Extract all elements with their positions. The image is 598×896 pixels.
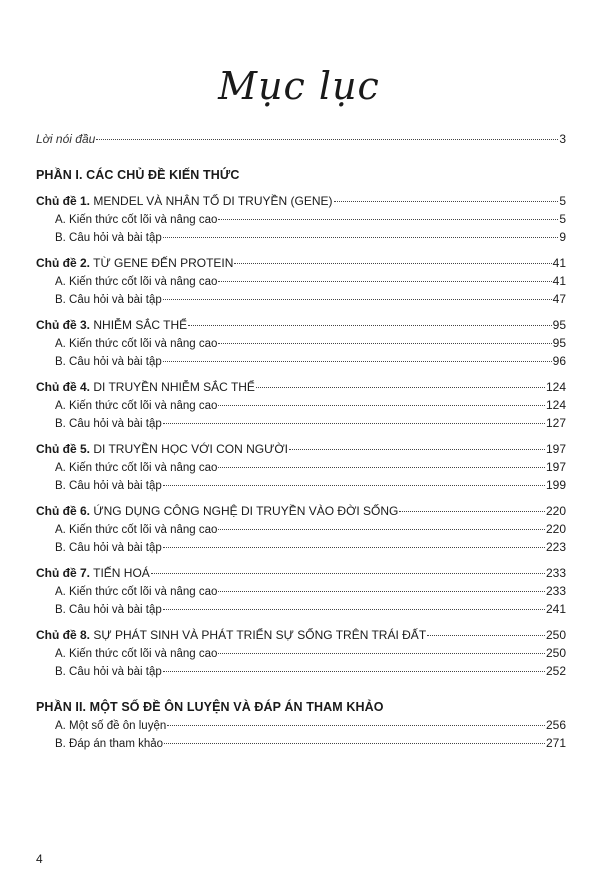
leader-dots xyxy=(188,325,551,326)
topic-title: ỨNG DỤNG CÔNG NGHỆ DI TRUYỀN VÀO ĐỜI SỐNG xyxy=(93,504,399,518)
leader-dots xyxy=(218,219,558,220)
toc-page-number: 220 xyxy=(545,522,566,536)
toc-page-number: 223 xyxy=(545,540,566,554)
leader-dots xyxy=(163,485,545,486)
toc-topic-7[interactable] xyxy=(36,564,566,582)
topic-title: DI TRUYỀN NHIỄM SẮC THỂ xyxy=(93,380,255,394)
toc-subentry[interactable] xyxy=(36,520,566,538)
leader-dots xyxy=(96,139,558,140)
toc-page-number: 41 xyxy=(552,274,566,288)
topic-prefix: Chủ đề 6. xyxy=(36,504,91,518)
toc-page-number: 233 xyxy=(545,566,566,580)
subentry-label: B. Đáp án tham khảo xyxy=(55,738,164,750)
toc-entry-label: Lời nói đầu xyxy=(36,132,96,146)
topic-prefix: Chủ đề 1. xyxy=(36,194,91,208)
toc-subentry[interactable] xyxy=(36,538,566,556)
leader-dots xyxy=(163,547,545,548)
toc-page-number: 9 xyxy=(559,230,566,244)
toc-subentry[interactable] xyxy=(36,476,566,494)
leader-dots xyxy=(167,725,545,726)
toc-page-number: 197 xyxy=(545,442,566,456)
toc-page-number: 271 xyxy=(545,736,566,750)
subentry-label: B. Câu hỏi và bài tập xyxy=(55,604,162,616)
page-title: Mục lục xyxy=(218,64,380,108)
toc-page-number: 47 xyxy=(552,292,566,306)
toc-page-number: 124 xyxy=(545,380,566,394)
toc-page-number: 95 xyxy=(552,336,566,350)
topic-prefix: Chủ đề 3. xyxy=(36,318,91,332)
leader-dots xyxy=(151,573,545,574)
subentry-label: B. Câu hỏi và bài tập xyxy=(55,480,162,492)
leader-dots xyxy=(218,529,545,530)
toc-page-number: 124 xyxy=(545,398,566,412)
subentry-label: B. Câu hỏi và bài tập xyxy=(55,418,162,430)
leader-dots xyxy=(163,299,552,300)
toc-page-number: 95 xyxy=(552,318,566,332)
subentry-label: A. Kiến thức cốt lõi và nâng cao xyxy=(55,524,218,536)
leader-dots xyxy=(163,609,545,610)
subentry-label: A. Kiến thức cốt lõi và nâng cao xyxy=(55,338,218,350)
toc-subentry[interactable] xyxy=(36,290,566,308)
part-1-heading: PHẦN I. CÁC CHỦ ĐỀ KIẾN THỨC xyxy=(36,168,240,182)
toc-page-number: 127 xyxy=(545,416,566,430)
toc-page-number: 5 xyxy=(559,212,566,226)
leader-dots xyxy=(163,671,545,672)
toc-subentry[interactable] xyxy=(36,414,566,432)
topic-prefix: Chủ đề 7. xyxy=(36,566,91,580)
subentry-label: A. Kiến thức cốt lõi và nâng cao xyxy=(55,400,218,412)
topic-prefix: Chủ đề 8. xyxy=(36,628,91,642)
leader-dots xyxy=(218,343,551,344)
subentry-label: B. Câu hỏi và bài tập xyxy=(55,232,162,244)
leader-dots xyxy=(164,743,545,744)
topic-title: NHIỄM SẮC THỂ xyxy=(93,318,188,332)
leader-dots xyxy=(218,281,551,282)
leader-dots xyxy=(163,423,545,424)
leader-dots xyxy=(234,263,551,264)
table-of-contents xyxy=(36,124,566,752)
topic-title: TIẾN HOÁ xyxy=(93,566,150,580)
leader-dots xyxy=(289,449,545,450)
subentry-label: A. Kiến thức cốt lõi và nâng cao xyxy=(55,462,218,474)
toc-subentry[interactable] xyxy=(36,458,566,476)
toc-entry-intro[interactable] xyxy=(36,130,566,148)
topic-title: MENDEL VÀ NHÂN TỐ DI TRUYỀN (GENE) xyxy=(93,194,333,208)
leader-dots xyxy=(334,201,559,202)
leader-dots xyxy=(218,591,545,592)
toc-page-number: 197 xyxy=(545,460,566,474)
toc-page-number: 241 xyxy=(545,602,566,616)
toc-subentry[interactable] xyxy=(36,396,566,414)
subentry-label: A. Một số đề ôn luyện xyxy=(55,720,167,732)
toc-page-number: 250 xyxy=(545,628,566,642)
subentry-label: A. Kiến thức cốt lõi và nâng cao xyxy=(55,586,218,598)
leader-dots xyxy=(399,511,545,512)
topic-title: TỪ GENE ĐẾN PROTEIN xyxy=(93,256,234,270)
toc-page-number: 41 xyxy=(552,256,566,270)
subentry-label: A. Kiến thức cốt lõi và nâng cao xyxy=(55,648,218,660)
part-2-heading: PHẦN II. MỘT SỐ ĐỀ ÔN LUYỆN VÀ ĐÁP ÁN THAM KHẢO xyxy=(36,700,384,714)
subentry-label: B. Câu hỏi và bài tập xyxy=(55,294,162,306)
leader-dots xyxy=(163,237,559,238)
toc-subentry[interactable] xyxy=(36,644,566,662)
toc-topic-6[interactable] xyxy=(36,502,566,520)
toc-subentry[interactable] xyxy=(36,734,566,752)
toc-topic-3[interactable] xyxy=(36,316,566,334)
topic-prefix: Chủ đề 4. xyxy=(36,380,91,394)
leader-dots xyxy=(163,361,552,362)
toc-subentry[interactable] xyxy=(36,582,566,600)
subentry-label: B. Câu hỏi và bài tập xyxy=(55,356,162,368)
subentry-label: A. Kiến thức cốt lõi và nâng cao xyxy=(55,214,218,226)
toc-subentry[interactable] xyxy=(36,210,566,228)
leader-dots xyxy=(427,635,545,636)
toc-page-number: 5 xyxy=(559,194,566,208)
leader-dots xyxy=(218,405,545,406)
toc-page-number: 252 xyxy=(545,664,566,678)
toc-topic-4[interactable] xyxy=(36,378,566,396)
topic-title: SỰ PHÁT SINH VÀ PHÁT TRIỂN SỰ SỐNG TRÊN TRÁI ĐẤT xyxy=(93,628,427,642)
toc-subentry[interactable] xyxy=(36,662,566,680)
toc-topic-5[interactable] xyxy=(36,440,566,458)
toc-subentry[interactable] xyxy=(36,334,566,352)
topic-title: DI TRUYỀN HỌC VỚI CON NGƯỜI xyxy=(93,442,288,456)
page-footer-number: 4 xyxy=(36,852,43,866)
topic-prefix: Chủ đề 2. xyxy=(36,256,91,270)
toc-page-number: 96 xyxy=(552,354,566,368)
leader-dots xyxy=(218,653,545,654)
toc-subentry[interactable] xyxy=(36,272,566,290)
toc-page-number: 199 xyxy=(545,478,566,492)
topic-list xyxy=(36,192,566,680)
toc-topic-8[interactable] xyxy=(36,626,566,644)
toc-page-number: 256 xyxy=(545,718,566,732)
subentry-label: B. Câu hỏi và bài tập xyxy=(55,542,162,554)
toc-subentry[interactable] xyxy=(36,600,566,618)
toc-page-number: 233 xyxy=(545,584,566,598)
subentry-label: B. Câu hỏi và bài tập xyxy=(55,666,162,678)
toc-topic-2[interactable] xyxy=(36,254,566,272)
toc-subentry[interactable] xyxy=(36,352,566,370)
toc-topic-1[interactable] xyxy=(36,192,566,210)
toc-page-number: 250 xyxy=(545,646,566,660)
toc-page-number: 3 xyxy=(559,132,566,146)
leader-dots xyxy=(218,467,545,468)
subentry-label: A. Kiến thức cốt lõi và nâng cao xyxy=(55,276,218,288)
topic-prefix: Chủ đề 5. xyxy=(36,442,91,456)
toc-page-number: 220 xyxy=(545,504,566,518)
toc-subentry[interactable] xyxy=(36,228,566,246)
leader-dots xyxy=(256,387,545,388)
toc-subentry[interactable] xyxy=(36,716,566,734)
